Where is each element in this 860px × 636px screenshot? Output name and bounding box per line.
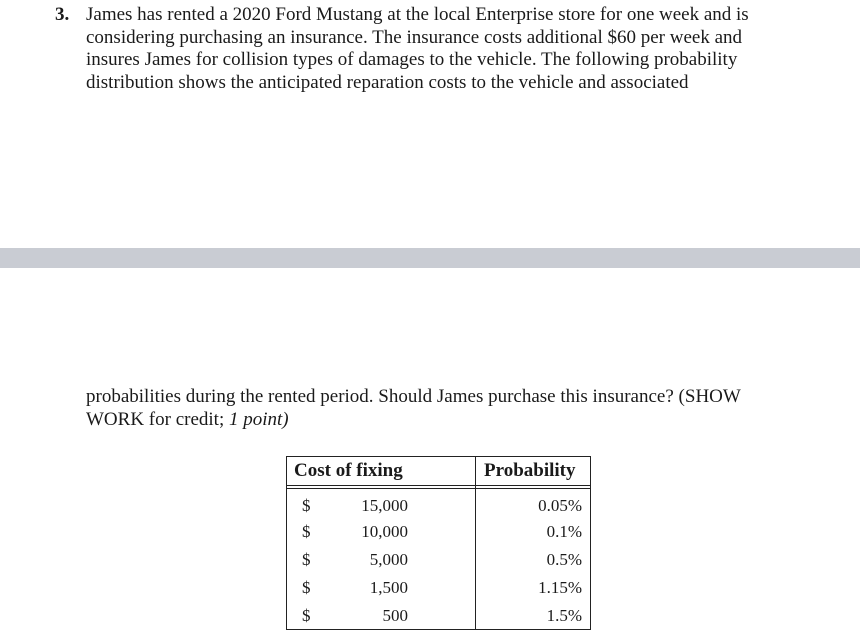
question-line: insures James for collision types of damages to the vehicle. The following probability [86, 49, 738, 70]
column-divider [475, 456, 476, 630]
page-break-separator [0, 248, 860, 268]
question-line-prefix: WORK for credit; [86, 408, 229, 430]
probability-value: 0.1% [546, 522, 582, 541]
question-text-top [86, 4, 826, 94]
header-rule [286, 485, 591, 486]
question-line: James has rented a 2020 Ford Mustang at the local Enterprise store for one week and is [86, 4, 749, 25]
probability-value: 0.05% [538, 496, 582, 515]
question-line: distribution shows the anticipated reparation costs to the vehicle and associated [86, 71, 689, 93]
probability-value: 1.15% [538, 578, 582, 597]
currency-sign: $ [302, 522, 311, 541]
question-line: considering purchasing an insurance. The insurance costs additional $60 per week and [86, 26, 743, 48]
cost-value: 5,000 [369, 550, 408, 569]
probability-value: 0.5% [546, 550, 582, 569]
cost-value: 1,500 [369, 578, 408, 597]
question-text-bottom [86, 386, 826, 431]
header-rule [286, 488, 591, 489]
cost-value: 500 [382, 606, 408, 625]
question-line: probabilities during the rented period. Should James purchase this insurance? (SHOW [86, 386, 741, 407]
probability-value: 1.5% [546, 606, 582, 625]
currency-sign: $ [302, 496, 311, 515]
question-number: 3. [55, 4, 70, 25]
cost-probability-table [286, 456, 591, 630]
currency-sign: $ [302, 578, 311, 597]
currency-sign: $ [302, 606, 311, 625]
question-line [86, 409, 826, 432]
cost-value: 15,000 [361, 496, 408, 515]
cost-value: 10,000 [361, 522, 408, 541]
header-probability: Probability [484, 460, 576, 481]
header-cost: Cost of fixing [294, 460, 403, 481]
currency-sign: $ [302, 550, 311, 569]
point-value: 1 point) [228, 408, 289, 430]
